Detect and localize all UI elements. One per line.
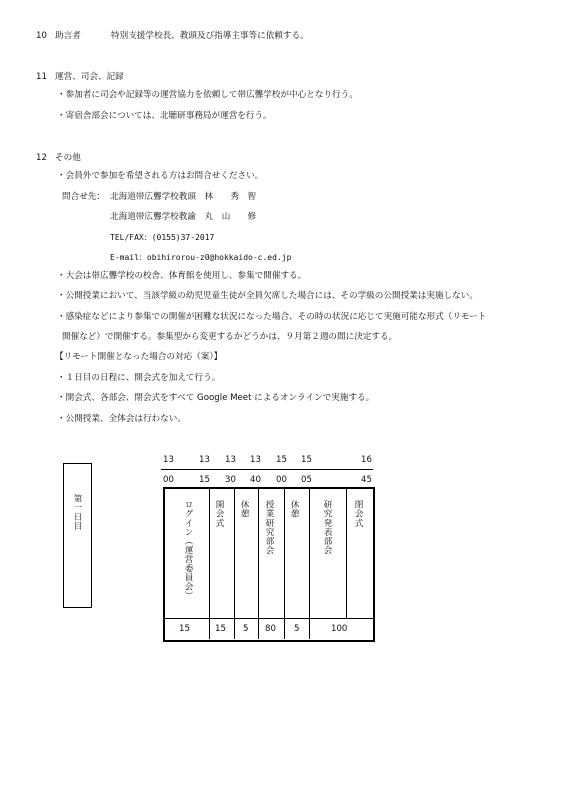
section-11-bullet-2: ・寄宿舎部会については、北聴研事務局が運営を行う。: [57, 111, 272, 121]
duration-divider: [209, 619, 210, 639]
duration-divider: [309, 619, 310, 639]
contact-line-1: 北海道帯広聾学校教頭 林 秀 智: [110, 192, 257, 202]
contact-email: E-mail：obihirorou-z0@hokkaido-c.ed.jp: [110, 253, 292, 262]
section-12-bullet-1: ・会員外で参加を希望される方はお問合せください。: [57, 171, 264, 181]
contact-label: 問合せ先：: [62, 192, 105, 202]
section-12-number: 12: [36, 153, 47, 163]
column-divider: [234, 489, 235, 618]
session-duration: 15: [179, 624, 190, 634]
section-10-number: 10: [36, 31, 47, 41]
hour-label: 13: [250, 455, 261, 465]
session-label: 閉会式: [353, 500, 363, 528]
hour-label: 15: [301, 455, 312, 465]
remote-item-3: ・公開授業、全体会は行わない。: [57, 414, 186, 424]
hour-label: 13: [225, 455, 236, 465]
session-label: 研究発表部会: [322, 500, 332, 555]
minute-label: 45: [361, 475, 372, 485]
hour-label: 16: [361, 455, 372, 465]
minute-label: 30: [225, 475, 236, 485]
duration-divider: [234, 619, 235, 639]
header-divider: [161, 469, 373, 470]
column-divider: [309, 489, 310, 618]
duration-divider: [258, 619, 259, 639]
duration-row-divider: [163, 618, 374, 619]
section-12-bullet-2: ・大会は帯広聾学校の校舎、体育館を使用し、参集で開催する。: [57, 271, 307, 281]
column-divider: [209, 489, 210, 618]
minute-label: 15: [199, 475, 210, 485]
session-label: 休憩: [239, 500, 249, 519]
section-11-title: 運営、司会、記録: [55, 72, 124, 82]
session-label: 休憩: [289, 500, 299, 519]
minute-label: 40: [250, 475, 261, 485]
column-divider: [258, 489, 259, 618]
day-label: 第一日目: [72, 494, 82, 531]
session-label: ログイン（運営委員会）: [183, 500, 193, 601]
column-divider: [284, 489, 285, 618]
session-duration: 5: [294, 624, 300, 634]
minute-label: 00: [163, 475, 174, 485]
section-12-title: その他: [55, 153, 81, 163]
remote-item-2: ・開会式、各部会、閉会式をすべて Google Meet によるオンラインで実施する。: [57, 393, 375, 403]
duration-divider: [284, 619, 285, 639]
section-10-text: 特別支援学校長、教頭及び指導主事等に依頼する。: [111, 31, 309, 41]
session-label: 開会式: [214, 500, 224, 528]
section-11-bullet-1: ・参加者に司会や記録等の運営協力を依頼して帯広聾学校が中心となり行う。: [57, 90, 358, 100]
remote-item-1: ・１日目の日程に、開会式を加えて行う。: [57, 373, 221, 383]
section-11-number: 11: [36, 72, 47, 82]
minute-label: 05: [301, 475, 312, 485]
section-12-bullet-4a: ・感染症などにより参集での開催が困難な状況になった場合、その時の状況に応じて実施可能な形式（リモート: [57, 312, 487, 322]
session-duration: 100: [331, 624, 348, 634]
contact-line-2: 北海道帯広聾学校教諭 丸 山 修: [110, 212, 257, 222]
contact-tel-fax: TEL/FAX：(0155)37-2017: [110, 233, 215, 242]
section-12-bullet-4b: 開催など）で開催する。参集型から変更するかどうかは、９月第２週の間に決定する。: [62, 332, 398, 342]
hour-label: 13: [199, 455, 210, 465]
section-12-bullet-3: ・公開授業において、当該学級の幼児児童生徒が全員欠席した場合には、その学級の公開授業は実施しない。: [57, 291, 478, 301]
session-duration: 5: [243, 624, 249, 634]
session-label: 授業研究部会: [264, 500, 274, 555]
session-duration: 15: [215, 624, 226, 634]
remote-heading: 【リモート開催となった場合の対応（案）】: [55, 352, 223, 362]
section-10-title: 助言者: [55, 31, 81, 41]
column-divider: [346, 489, 347, 618]
hour-label: 13: [163, 455, 174, 465]
session-duration: 80: [265, 624, 276, 634]
minute-label: 00: [276, 475, 287, 485]
day-label-box: [63, 463, 92, 608]
hour-label: 15: [276, 455, 287, 465]
